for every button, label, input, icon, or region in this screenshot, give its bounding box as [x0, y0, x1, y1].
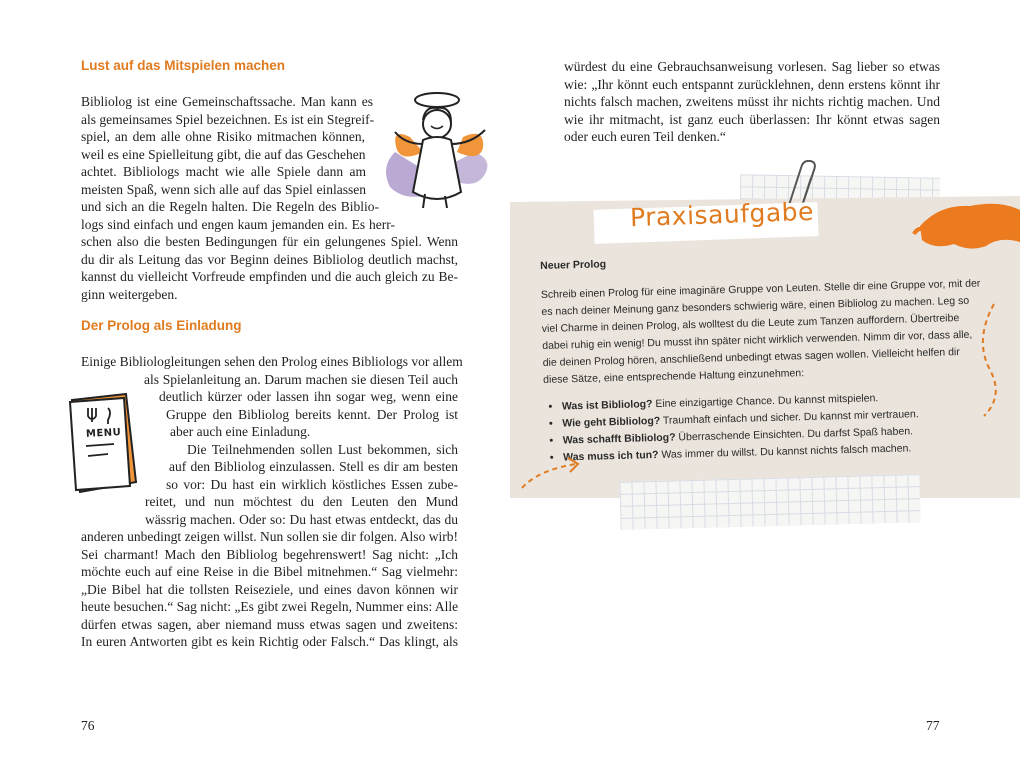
text-line: auf den Bibliolog einzulassen. Stell es dir am besten — [169, 459, 458, 474]
menu-label: MENU — [85, 427, 122, 440]
answer: Eine einzigartige Chance. Du kannst mitspielen. — [652, 392, 879, 411]
text-line: würdest du eine Gebrauchsanweisung vorlesen. Sag lieber so etwas — [564, 59, 940, 74]
text-line: wie ihr mitmacht, ist ganz euch überlassen: Ihr könnt etwas sagen — [564, 111, 940, 127]
dashed-line-icon — [964, 300, 1014, 420]
text-line: „Die Bibel hat die tollsten Reiseziele, und eines davon können wir — [81, 581, 458, 597]
question: Wie geht Bibliolog? — [562, 414, 661, 430]
text-line: so vor: Du hast ein wirklich köstliches Essen zube- — [166, 476, 458, 492]
text-line: ginn weitergeben. — [81, 286, 178, 302]
task-text: Schreib einen Prolog für eine imaginäre Gruppe von Leuten. Stelle dir eine Gruppe vor, mit der es nach deiner Meinung ganz besonders schwierig wäre, einen Bibliolog zu machen. Leg so viel Charme in deinen Prolog, als wolltest du die Leute zum Tanzen auffordern. Übertreibe dabei ruhig ein wenig! Du musst ihn später nicht wirklich verwenden. Nimm dir vor, dass alle, die deinen Prolog hören, anschließend unbedingt etwas sagen wollen. Vielleicht helfen dir diese Sätze, eine entsprechende Haltung einzunehmen: — [540, 277, 981, 386]
text-line: möchte euch auf eine Reise in die Bibel mitnehmen.“ Sag vielmehr: — [81, 564, 458, 579]
heading-mitspielen: Lust auf das Mitspielen machen — [81, 58, 286, 73]
text-line: kannst du vielleicht Vorfreude empfinden und die auch gleich zu Be- — [81, 269, 458, 284]
angel-illustration — [375, 82, 503, 214]
text-line: dürfen etwas sagen, aber niemand muss etwas sagen und zweitens: — [81, 616, 458, 632]
text-line: meisten Spaß, wenn sich alle auf das Spiel einlassen — [81, 181, 366, 197]
text-line: Einige Bibliologleitungen sehen den Prolog eines Bibliologs vor allem — [81, 354, 463, 369]
text-line: anderen unbedingt zeigen willst. Nun sollen sie dir folgen. Also wirb! — [81, 529, 458, 544]
graph-paper-strip — [619, 474, 920, 530]
text-line: In euren Antworten gibt es kein Richtig oder Falsch.“ Das klingt, als — [81, 634, 458, 649]
text-line: schen also die besten Bedingungen für ein gelungenes Spiel. Wenn — [81, 234, 458, 249]
answer: Traumhaft einfach und sicher. Du kannst mir vertrauen. — [660, 408, 919, 427]
text-line: spiel, an dem alle ohne Risiko mitmachen können, — [81, 129, 365, 144]
text-line: achtet. Bibliologs macht wie alle Spiele dann am — [81, 164, 366, 179]
text-line: wie: „Ihr könnt euch entspannt zurücklehnen, denn erstens könnt ihr — [564, 76, 940, 92]
task-title: Neuer Prolog — [540, 258, 607, 272]
text-line: du dir als Leitung das vor Beginn deines Bibliolog deutlich machst, — [81, 251, 458, 267]
text-line: wässrig machen. Oder so: Du hast etwas entdeckt, das du — [145, 511, 458, 527]
question: Was muss ich tun? — [563, 448, 659, 464]
praxis-title: Praxisaufgabe — [629, 196, 815, 233]
text-line: als Spielanleitung an. Darum machen sie diesen Teil auch — [144, 371, 458, 387]
text-line: reitet, und nun möchtest du den Leuten den Mund — [145, 494, 458, 509]
text-line: deutlich kürzer oder lassen ihn sogar weg, wenn eine — [159, 389, 458, 404]
heading-prolog: Der Prolog als Einladung — [81, 318, 242, 333]
text-line: nichts falsch machen, zweitens müsst ihr nichts richtig machen. Und — [564, 94, 940, 109]
text-line: oder euch euren Teil denken.“ — [564, 129, 726, 144]
page-number-left: 76 — [81, 718, 95, 733]
question: Was ist Bibliolog? — [561, 398, 653, 413]
text-line: Bibliolog ist eine Gemeinschaftssache. Man kann es — [81, 94, 373, 109]
right-page — [510, 0, 1020, 774]
text-line: logs sind einfach und engen kaum jemanden ein. Es herr- — [81, 216, 395, 232]
prompt-list — [544, 387, 986, 466]
text-line: und sich an die Regeln halten. Die Regeln des Biblio- — [81, 199, 379, 214]
text-line: heute besuchen.“ Sag nicht: „Es gibt zwei Regeln, Nummer eins: Alle — [81, 599, 459, 614]
text-line: Die Teilnehmenden sollen Lust bekommen, sich — [187, 441, 458, 457]
page-number-right: 77 — [926, 718, 940, 733]
text-line: aber auch eine Einladung. — [170, 424, 311, 439]
text-line: als gemeinsames Spiel bezeichnen. Es ist ein Stegreif- — [81, 111, 375, 127]
menu-illustration — [66, 392, 142, 496]
dashed-arrow-icon — [518, 452, 588, 492]
praxis-content — [540, 246, 985, 466]
text-line: Gruppe den Bibliolog bereits kennt. Der Prolog ist — [166, 406, 458, 422]
text-line: Sei charmant! Mach den Bibliolog begehrenswert! Sag nicht: „Ich — [81, 546, 458, 562]
answer: Überraschende Einsichten. Du darfst Spaß haben. — [675, 425, 914, 444]
text-line: weil es eine Spielleitung gibt, die auf das Geschehen — [81, 146, 366, 162]
question: Was schafft Bibliolog? — [562, 431, 676, 447]
answer: Was immer du willst. Du kannst nichts falsch machen. — [658, 442, 912, 461]
